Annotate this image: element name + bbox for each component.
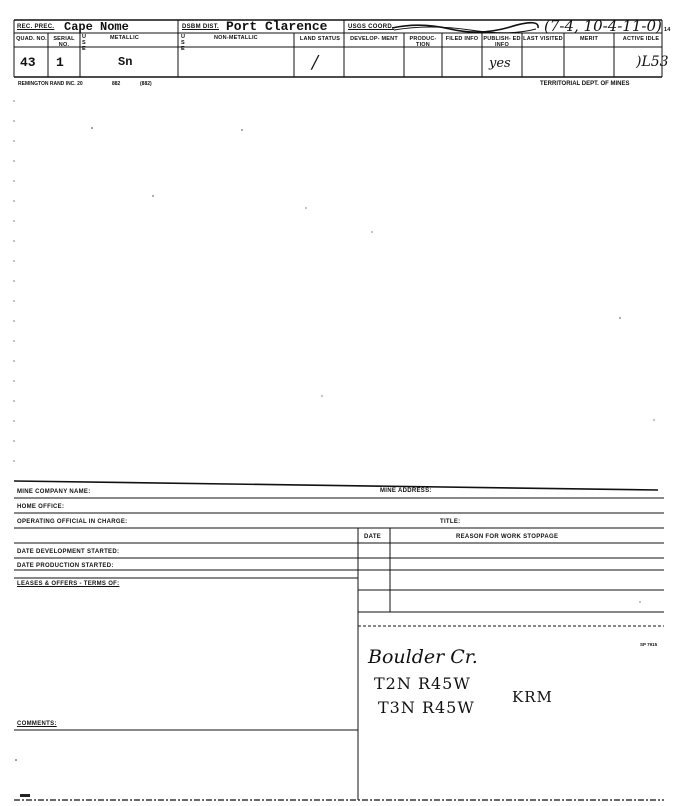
- operating-official-label: OPERATING OFFICIAL IN CHARGE:: [17, 519, 128, 525]
- date-production-label: DATE PRODUCTION STARTED:: [17, 563, 114, 569]
- leases-label: LEASES & OFFERS - TERMS OF:: [17, 581, 120, 587]
- merit-label: MERIT: [579, 36, 599, 42]
- comments-label: COMMENTS:: [17, 721, 57, 727]
- township-note-2: T3N R45W: [378, 698, 475, 717]
- published-info-value: yes: [489, 56, 511, 71]
- form-number: SP 7915: [640, 642, 658, 647]
- form-code-b: (882): [140, 81, 152, 87]
- stoppage-reason-label: REASON FOR WORK STOPPAGE: [456, 534, 559, 540]
- land-status-label: LAND STATUS: [299, 36, 341, 42]
- published-info-label: PUBLISH- ED INFO: [483, 36, 521, 48]
- rec-prec-label: REC. PREC.: [17, 24, 55, 30]
- metallic-value: Sn: [118, 55, 133, 69]
- nonmetallic-label: NON-METALLIC: [214, 35, 258, 41]
- date-development-label: DATE DEVELOPMENT STARTED:: [17, 549, 120, 555]
- development-label: DEVELOP- MENT: [350, 36, 398, 42]
- metallic-label: METALLIC: [110, 35, 139, 41]
- coord-label: USGS COORD.: [348, 24, 394, 30]
- dist-label: DSBM DIST.: [182, 24, 220, 30]
- issuing-department: TERRITORIAL DEPT. OF MINES: [540, 81, 630, 87]
- active-idle-value: )L53: [636, 54, 669, 70]
- stoppage-date-label: DATE: [364, 534, 382, 540]
- mine-address-label: MINE ADDRESS:: [380, 488, 432, 494]
- mine-company-name-label: MINE COMPANY NAME:: [17, 489, 91, 495]
- home-office-label: HOME OFFICE:: [17, 504, 65, 510]
- title-label: TITLE:: [440, 519, 461, 525]
- serial-no-label: SERIAL NO.: [53, 36, 75, 48]
- township-note-1: T2N R45W: [374, 674, 471, 693]
- rec-prec-value: Cape Nome: [64, 20, 129, 34]
- quad-no-label: QUAD. NO.: [16, 36, 47, 42]
- use-metallic-label: U S E: [82, 34, 87, 52]
- printer-credit: REMINGTON RAND INC. 20: [18, 81, 83, 87]
- serial-no-value: 1: [56, 55, 64, 70]
- coord-value: (7-4, 10-4-11-0): [544, 17, 662, 35]
- last-visited-label: LAST VISITED: [523, 36, 563, 42]
- coord-suffix: 14: [664, 27, 671, 33]
- filed-info-label: FILED INFO: [445, 36, 479, 42]
- quad-no-value: 43: [20, 55, 36, 70]
- active-idle-label: ACTIVE IDLE: [622, 36, 660, 42]
- dist-value: Port Clarence: [226, 19, 328, 34]
- form-code-a: 882: [112, 81, 121, 87]
- location-note: Boulder Cr.: [368, 646, 478, 668]
- use-nonmetallic-label: U S E: [181, 34, 186, 52]
- land-status-value: /: [312, 52, 319, 73]
- production-label: PRODUC- TION: [409, 36, 437, 48]
- initials-note: KRM: [512, 688, 553, 706]
